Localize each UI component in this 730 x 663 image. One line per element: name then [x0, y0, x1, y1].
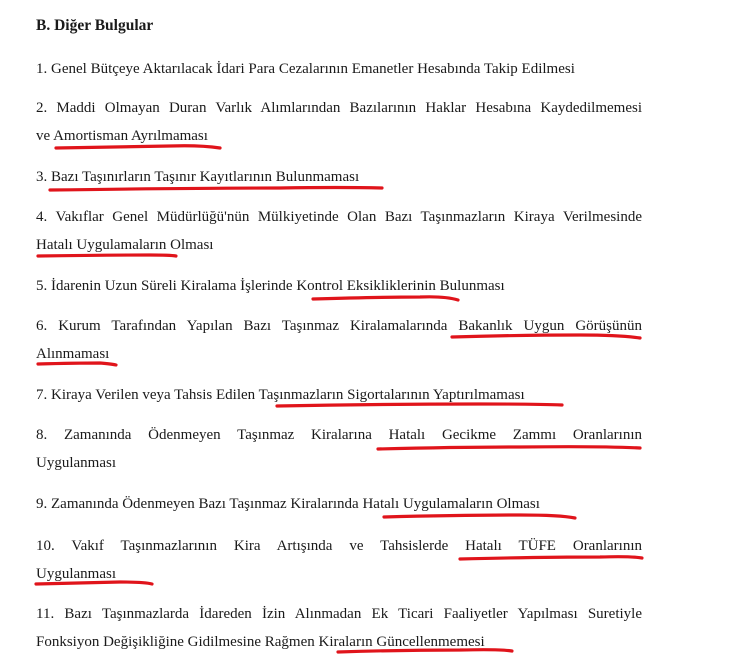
finding-item-4 — [36, 203, 642, 259]
finding-item-9-line-1: 9. Zamanında Ödenmeyen Bazı Taşınmaz Kiralarında Hatalı Uygulamaların Olması — [36, 496, 540, 512]
finding-item-9 — [36, 490, 642, 518]
finding-item-8 — [36, 421, 642, 477]
finding-item-1 — [36, 55, 642, 83]
finding-item-6-line-2: Alınmaması — [36, 346, 110, 362]
finding-item-8-line-1: 8. Zamanında Ödenmeyen Taşınmaz Kiralarına Hatalı Gecikme Zammı Oranlarının — [36, 427, 642, 443]
finding-item-10-line-1: 10. Vakıf Taşınmazlarının Kira Artışında ve Tahsislerde Hatalı TÜFE Oranlarının — [36, 538, 642, 554]
finding-item-6 — [36, 312, 642, 368]
finding-item-11-line-2: Fonksiyon Değişikliğine Gidilmesine Rağmen Kiraların Güncellenmemesi — [36, 634, 485, 650]
finding-item-11 — [36, 600, 642, 656]
finding-item-3 — [36, 163, 642, 191]
finding-item-4-line-2: Hatalı Uygulamaların Olması — [36, 237, 214, 253]
finding-item-10-line-2: Uygulanması — [36, 566, 116, 582]
finding-item-5 — [36, 272, 642, 300]
finding-item-8-line-2: Uygulanması — [36, 455, 116, 471]
finding-item-7 — [36, 381, 642, 409]
finding-item-5-line-1: 5. İdarenin Uzun Süreli Kiralama İşlerinde Kontrol Eksikliklerinin Bulunması — [36, 278, 505, 294]
finding-item-11-line-1: 11. Bazı Taşınmazlarda İdareden İzin Alınmadan Ek Ticari Faaliyetler Yapılması Suretiyle — [36, 606, 642, 622]
finding-item-4-line-1: 4. Vakıflar Genel Müdürlüğü'nün Mülkiyetinde Olan Bazı Taşınmazların Kiraya Verilmesinde — [36, 209, 642, 225]
finding-item-2-line-1: 2. Maddi Olmayan Duran Varlık Alımlarından Bazılarının Haklar Hesabına Kaydedilmemesi — [36, 100, 642, 116]
section-title: B. Diğer Bulgular — [36, 17, 154, 34]
finding-item-1-line-1: 1. Genel Bütçeye Aktarılacak İdari Para Cezalarının Emanetler Hesabında Takip Edilmesi — [36, 61, 575, 77]
finding-item-10 — [36, 532, 642, 588]
finding-item-7-line-1: 7. Kiraya Verilen veya Tahsis Edilen Taşınmazların Sigortalarının Yaptırılmaması — [36, 387, 525, 403]
finding-item-2-line-2: ve Amortisman Ayrılmaması — [36, 128, 208, 144]
finding-item-6-line-1: 6. Kurum Tarafından Yapılan Bazı Taşınmaz Kiralamalarında Bakanlık Uygun Görüşünün — [36, 318, 642, 334]
finding-item-3-line-1: 3. Bazı Taşınırların Taşınır Kayıtlarının Bulunmaması — [36, 169, 360, 185]
finding-item-2 — [36, 94, 642, 150]
